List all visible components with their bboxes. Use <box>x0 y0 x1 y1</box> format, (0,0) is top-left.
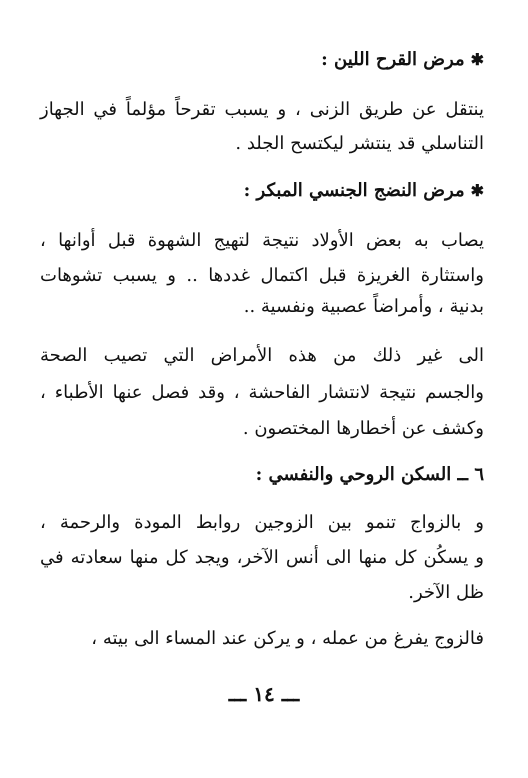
text-line: و بالزواج تنمو بين الزوجين روابط المودة والرحمة ، <box>40 512 484 533</box>
text-line: و يسكُن كل منها الى أنس الآخر، ويجد كل منها سعادته في <box>40 547 484 568</box>
heading-text: مرض القرح اللين : <box>321 49 465 70</box>
text-line: التناسلي قد ينتشر ليكتسح الجلد . <box>235 133 484 154</box>
page-number: ـــ ١٤ ـــ <box>228 682 300 706</box>
heading-soft-chancre <box>321 47 484 73</box>
asterisk-icon: ✱ <box>470 181 484 200</box>
text-line: ظل الآخر. <box>408 582 484 603</box>
asterisk-icon: ✱ <box>470 50 484 69</box>
text-line: واستثارة الغريزة قبل اكتمال غددها .. و يسبب تشوهات <box>40 265 484 286</box>
text-line: بدنية ، وأمراضاً عصبية ونفسية .. <box>243 296 484 317</box>
heading-early-puberty <box>244 178 484 204</box>
text-line: الى غير ذلك من هذه الأمراض التي تصيب الصحة <box>40 345 484 366</box>
text-line: فالزوج يفرغ من عمله ، و يركن عند المساء الى بيته ، <box>91 628 484 649</box>
text-line: ينتقل عن طريق الزنى ، و يسبب تقرحاً مؤلماً في الجهاز <box>40 99 484 120</box>
text-line: والجسم نتيجة لانتشار الفاحشة ، وقد فصل عنها الأطباء ، <box>40 382 484 403</box>
heading-text: ٦ ــ السكن الروحي والنفسي : <box>255 464 484 485</box>
heading-spiritual-tranquility <box>256 462 484 488</box>
text-line: يصاب به بعض الأولاد نتيجة لتهيج الشهوة قبل أوانها ، <box>40 230 484 251</box>
heading-text: مرض النضج الجنسي المبكر : <box>243 180 465 201</box>
text-line: وكشف عن أخطارها المختصون . <box>242 418 484 439</box>
